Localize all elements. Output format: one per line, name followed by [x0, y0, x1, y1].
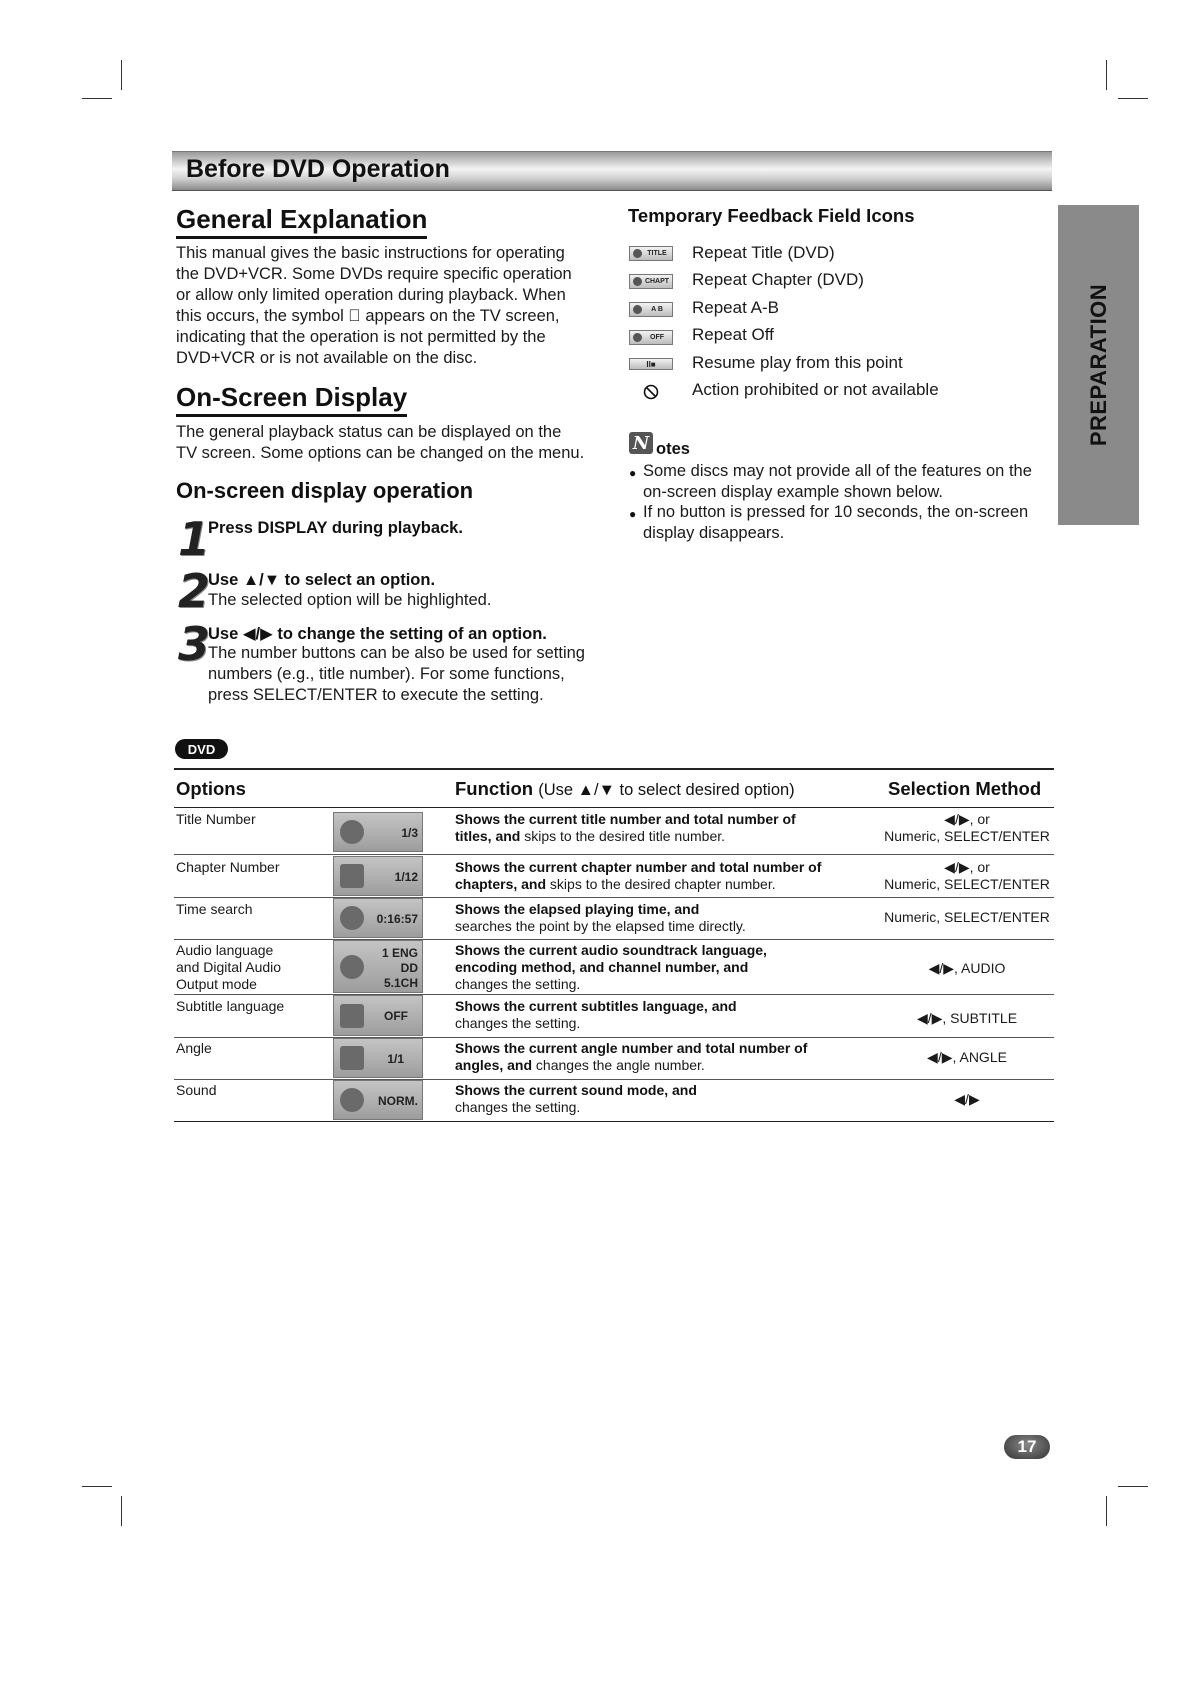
section-banner — [172, 151, 1052, 191]
text-line: or allow only limited operation during playback. When — [176, 286, 566, 304]
notes-icon: N — [629, 432, 653, 454]
osd-value: 1/12 — [394, 870, 418, 884]
function-bold: titles, and — [455, 828, 521, 844]
function-text — [455, 1082, 865, 1116]
function-bold: angles, and — [455, 1057, 533, 1073]
icon-text: TITLE — [647, 250, 667, 257]
selection-method — [882, 859, 1052, 893]
function-text — [455, 859, 865, 893]
osd-angle — [333, 1038, 423, 1078]
function-bold: Shows the current sound mode, and — [455, 1082, 697, 1098]
option-name: Chapter Number — [176, 859, 280, 875]
feedback-label: Action prohibited or not available — [692, 380, 939, 399]
text-line: numbers (e.g., title number). For some functions, — [208, 665, 565, 683]
feedback-icons-heading: Temporary Feedback Field Icons — [628, 205, 915, 226]
text-line: 5.1CH — [383, 976, 418, 990]
function-rest: changes the setting. — [455, 1099, 581, 1115]
function-rest: changes the setting. — [455, 976, 581, 992]
resume-icon — [629, 358, 673, 370]
step-number: 3 — [178, 617, 211, 671]
method-line: ◀/▶, or — [944, 811, 990, 827]
row-divider — [174, 1079, 1054, 1080]
step-number: 1 — [178, 512, 211, 566]
text-line: If no button is pressed for 10 seconds, the on-screen — [643, 503, 1029, 521]
icon-text: OFF — [650, 334, 664, 341]
function-rest: changes the angle number. — [532, 1057, 705, 1073]
function-bold: Shows the current subtitles language, and — [455, 998, 737, 1014]
table-header-rule — [174, 807, 1054, 808]
clock-icon — [340, 906, 364, 930]
text-line: The general playback status can be displayed on the — [176, 423, 562, 441]
text-line: press SELECT/ENTER to execute the setting. — [208, 686, 544, 704]
function-bold: Shows the elapsed playing time, and — [455, 901, 700, 917]
step-description — [208, 590, 491, 611]
option-name: Angle — [176, 1040, 212, 1056]
camera-icon — [340, 1046, 364, 1070]
step-instruction: Press DISPLAY during playback. — [208, 519, 463, 537]
text-line: DVD+VCR or is not available on the disc. — [176, 349, 478, 367]
text-line: indicating that the operation is not permitted by the — [176, 328, 546, 346]
osd-value — [382, 946, 418, 991]
crop-mark — [1106, 1496, 1107, 1526]
column-header-method: Selection Method — [888, 778, 1042, 799]
row-divider — [174, 854, 1054, 855]
osd-time-search — [333, 898, 423, 938]
selection-method — [882, 909, 1052, 926]
crop-mark — [1118, 1486, 1148, 1487]
method-line: Numeric, SELECT/ENTER — [884, 828, 1050, 844]
page-title: Before DVD Operation — [186, 155, 450, 183]
selection-method — [882, 960, 1052, 977]
option-name — [176, 942, 281, 993]
note-item — [643, 502, 1053, 544]
osd-sound — [333, 1080, 423, 1120]
text-line: this occurs, the symbol ⃠ appears on the TV screen, — [176, 307, 560, 325]
notes-heading: otes — [656, 440, 690, 458]
text-line: on-screen display example shown below. — [643, 483, 943, 501]
option-name: Subtitle language — [176, 998, 285, 1014]
method-line: ◀/▶, ANGLE — [927, 1049, 1007, 1065]
method-line: ◀/▶ — [954, 1091, 980, 1107]
text-line: TV screen. Some options can be changed on the menu. — [176, 444, 585, 462]
disc-reel-icon — [340, 820, 364, 844]
text-line: Some discs may not provide all of the features on the — [643, 462, 1032, 480]
selection-method — [882, 1091, 1052, 1108]
table-top-rule — [174, 768, 1054, 770]
table-bottom-rule — [174, 1121, 1054, 1122]
text-line: DD — [400, 961, 418, 975]
osd-value: 1/3 — [401, 826, 418, 840]
function-text — [455, 942, 865, 993]
osd-subtitle — [333, 995, 423, 1036]
osd-operation-heading: On-screen display operation — [176, 478, 474, 503]
row-divider — [174, 994, 1054, 995]
step-number: 2 — [178, 564, 211, 618]
note-item — [643, 461, 1053, 503]
column-header-function: Function (Use ▲/▼ to select desired option) — [455, 778, 795, 799]
film-strip-icon — [340, 864, 364, 888]
text-line: display disappears. — [643, 524, 785, 542]
selection-method — [882, 1010, 1052, 1027]
feedback-label: Repeat A-B — [692, 298, 779, 317]
text-line: The number buttons can be also be used for setting — [208, 644, 585, 662]
osd-value: 0:16:57 — [376, 912, 418, 926]
function-rest: changes the setting. — [455, 1015, 581, 1031]
selection-method — [882, 811, 1052, 845]
icon-text: II■ — [646, 359, 656, 369]
method-line: ◀/▶, or — [944, 859, 990, 875]
feedback-label: Repeat Title (DVD) — [692, 243, 835, 262]
method-line: ◀/▶, SUBTITLE — [916, 1010, 1018, 1026]
general-explanation-heading: General Explanation — [176, 204, 427, 239]
text-line: and Digital Audio — [176, 959, 282, 975]
osd-value: NORM. — [378, 1094, 418, 1108]
function-text — [455, 998, 865, 1032]
crop-mark — [82, 98, 112, 99]
step-description — [208, 643, 608, 706]
prohibited-icon — [643, 384, 659, 400]
feedback-label: Repeat Off — [692, 325, 774, 344]
osd-chapter-number — [333, 856, 423, 896]
side-tab — [1058, 205, 1139, 525]
feedback-label: Resume play from this point — [692, 353, 903, 372]
row-divider — [174, 939, 1054, 940]
icon-text: A B — [651, 306, 663, 313]
function-rest: searches the point by the elapsed time directly. — [455, 918, 746, 934]
method-line: ◀/▶, AUDIO — [928, 960, 1006, 976]
function-bold: Shows the current audio soundtrack language, — [455, 942, 767, 958]
selection-method — [882, 1049, 1052, 1066]
crop-mark — [121, 60, 122, 90]
side-tab-label: PREPARATION — [1085, 283, 1111, 447]
repeat-off-icon — [629, 330, 673, 345]
row-divider — [174, 897, 1054, 898]
speaker-icon — [340, 1088, 364, 1112]
crop-mark — [82, 1486, 112, 1487]
feedback-label: Repeat Chapter (DVD) — [692, 270, 864, 289]
crop-mark — [1118, 98, 1148, 99]
text-line: 1 ENG — [381, 946, 418, 960]
text-line: Audio language — [176, 942, 274, 958]
row-divider — [174, 1037, 1054, 1038]
function-bold: Shows the current angle number and total number of — [455, 1040, 808, 1056]
repeat-title-icon — [629, 246, 673, 261]
function-bold: chapters, and — [455, 876, 547, 892]
repeat-chapter-icon — [629, 274, 673, 289]
on-screen-display-heading: On-Screen Display — [176, 382, 407, 417]
text-line: Output mode — [176, 976, 257, 992]
text-line: the DVD+VCR. Some DVDs require specific operation — [176, 265, 572, 283]
bullet-icon: ● — [629, 507, 637, 521]
page-number: 17 — [1004, 1435, 1050, 1459]
function-bold: Shows the current title number and total number of — [455, 811, 796, 827]
bullet-icon: ● — [629, 466, 637, 480]
option-name: Title Number — [176, 811, 256, 827]
function-text — [455, 1040, 865, 1074]
headphones-icon — [340, 955, 364, 979]
step-instruction: Use ▲/▼ to select an option. — [208, 571, 436, 589]
general-explanation-text — [176, 243, 596, 369]
method-line: Numeric, SELECT/ENTER — [884, 876, 1050, 892]
icon-text: CHAPT — [644, 278, 670, 285]
function-text — [455, 901, 865, 935]
osd-title-number — [333, 812, 423, 852]
text-line: This manual gives the basic instructions for operating — [176, 244, 565, 262]
crop-mark — [121, 1496, 122, 1526]
dvd-badge: DVD — [175, 739, 228, 759]
option-name: Time search — [176, 901, 253, 917]
subtitle-abc-icon — [340, 1004, 364, 1028]
function-bold: Shows the current chapter number and total number of — [455, 859, 822, 875]
method-line: Numeric, SELECT/ENTER — [884, 909, 1050, 925]
osd-audio — [333, 940, 423, 993]
option-name: Sound — [176, 1082, 217, 1098]
text-line: The selected option will be highlighted. — [208, 591, 492, 609]
column-header-options: Options — [176, 778, 246, 799]
step-instruction: Use ◀/▶ to change the setting of an option. — [208, 625, 547, 643]
function-bold: encoding method, and channel number, and — [455, 959, 749, 975]
crop-mark — [1106, 60, 1107, 90]
function-rest: skips to the desired chapter number. — [546, 876, 776, 892]
on-screen-display-text — [176, 422, 616, 464]
osd-value: OFF — [384, 1009, 408, 1023]
osd-value: 1/1 — [387, 1052, 404, 1066]
function-rest: skips to the desired title number. — [520, 828, 726, 844]
repeat-ab-icon — [629, 302, 673, 317]
function-text — [455, 811, 865, 845]
